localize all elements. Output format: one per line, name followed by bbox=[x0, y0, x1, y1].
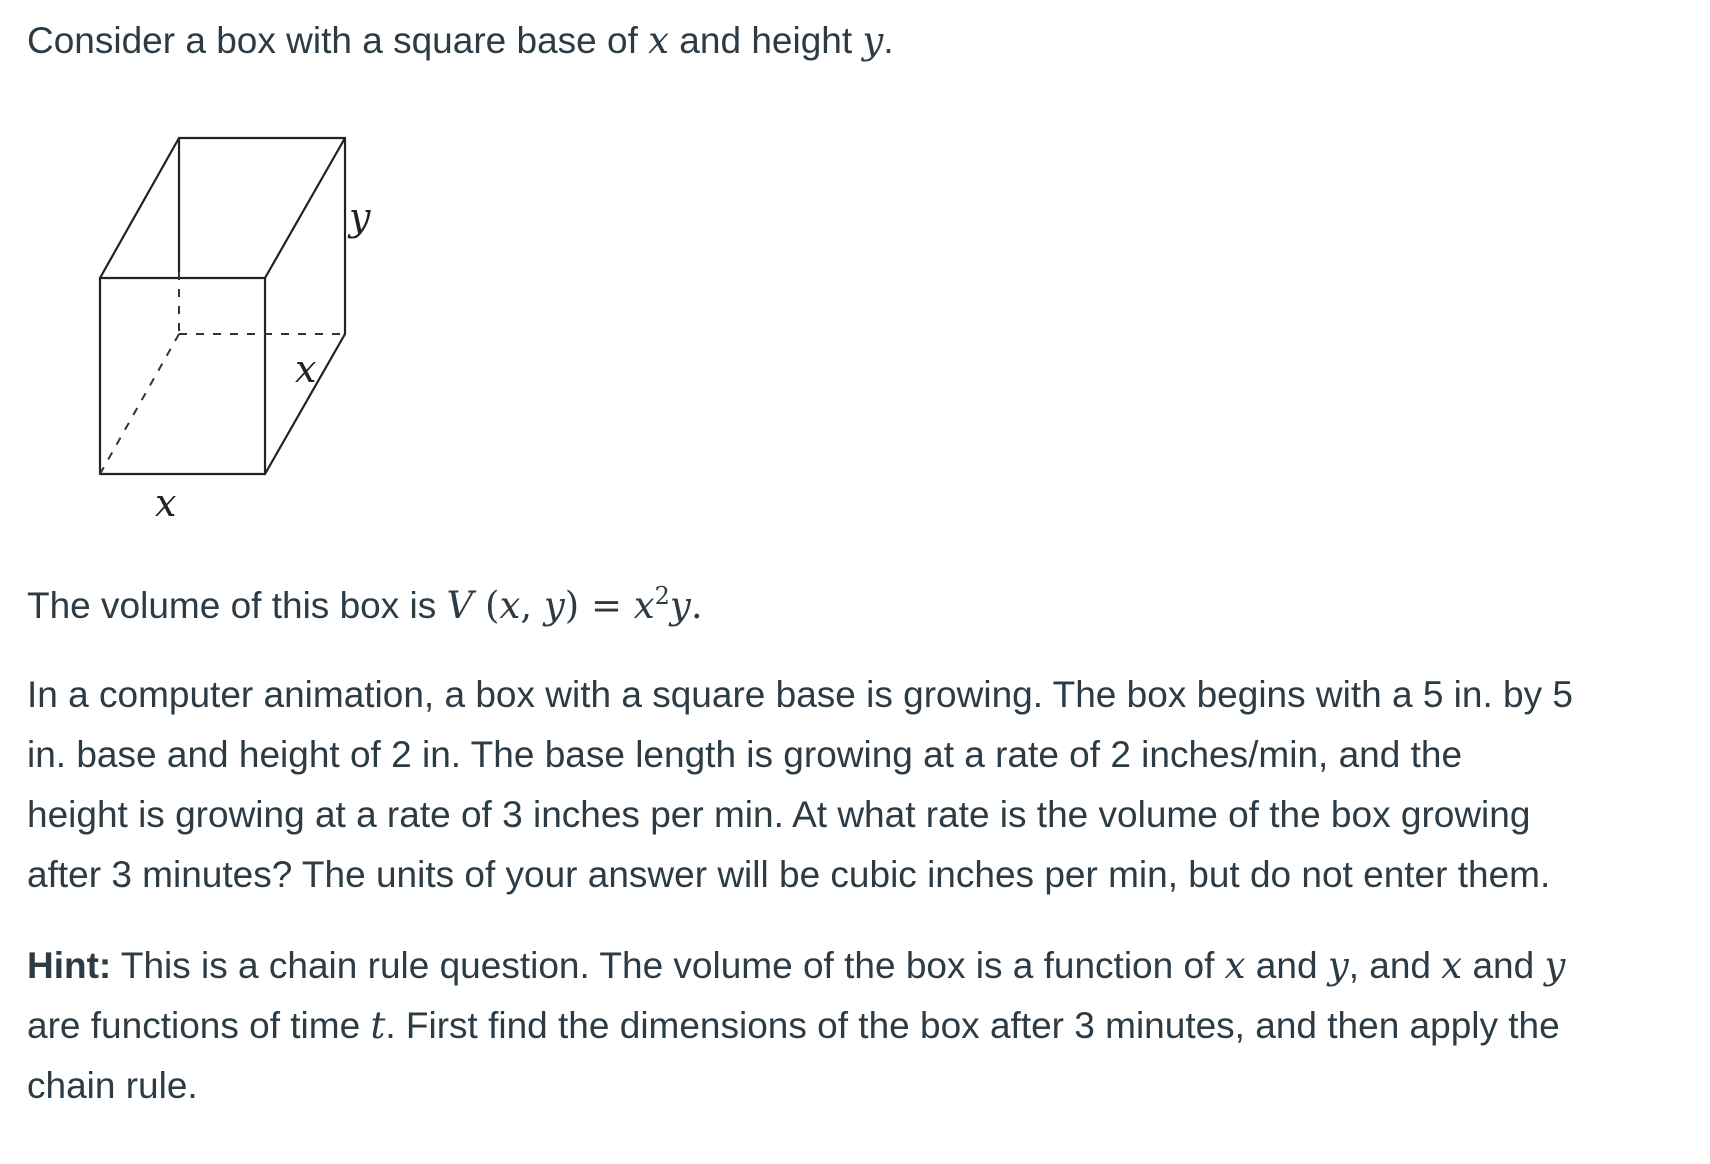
hint-text: This is a chain rule question. The volume of the box is a function of bbox=[111, 945, 1225, 986]
depth-label: x bbox=[295, 347, 317, 391]
math-paren: ) bbox=[564, 584, 580, 627]
math-y: y bbox=[669, 584, 691, 627]
var-t: t bbox=[370, 1004, 386, 1047]
problem-line: In a computer animation, a box with a square base is growing. The box begins with a 5 in. by 5 bbox=[27, 674, 1573, 715]
problem-line: height is growing at a rate of 3 inches per min. At what rate is the volume of the box growing bbox=[27, 794, 1531, 835]
var-x: x bbox=[648, 19, 670, 62]
math-y: y bbox=[543, 584, 565, 627]
hint-text: and bbox=[1245, 945, 1328, 986]
box-diagram bbox=[67, 120, 407, 540]
box-top-face bbox=[100, 138, 345, 278]
box-diagram-svg bbox=[67, 120, 407, 540]
var-x: x bbox=[1441, 944, 1463, 987]
var-x: x bbox=[1224, 944, 1246, 987]
intro-text: . bbox=[883, 20, 894, 61]
var-y: y bbox=[1544, 944, 1566, 987]
hidden-left-bottom-edge bbox=[100, 334, 179, 474]
var-y: y bbox=[862, 19, 884, 62]
problem-line: in. base and height of 2 in. The base length is growing at a rate of 2 inches/min, and the bbox=[27, 734, 1463, 775]
hint-text: are functions of time bbox=[27, 1005, 371, 1046]
math-paren: ( bbox=[473, 584, 500, 627]
math-comma: , bbox=[520, 584, 544, 627]
height-label: y bbox=[349, 195, 371, 239]
hint-text: . First find the dimensions of the box after 3 minutes, and then apply the bbox=[385, 1005, 1560, 1046]
math-period: . bbox=[690, 584, 703, 627]
box-front-face bbox=[100, 278, 265, 474]
intro-sentence bbox=[27, 10, 894, 71]
hint-line bbox=[27, 936, 1707, 996]
math-x: x bbox=[499, 584, 521, 627]
volume-sentence bbox=[27, 575, 703, 636]
hint-paragraph bbox=[27, 936, 1707, 1116]
hint-line: chain rule. bbox=[27, 1065, 198, 1106]
math-V: V bbox=[446, 584, 474, 627]
math-x: x bbox=[633, 584, 655, 627]
hint-text: and bbox=[1462, 945, 1545, 986]
problem-line: after 3 minutes? The units of your answer will be cubic inches per min, but do not enter them. bbox=[27, 854, 1551, 895]
math-exponent: 2 bbox=[654, 582, 670, 610]
volume-text: The volume of this box is bbox=[27, 585, 447, 626]
hint-label: Hint: bbox=[27, 945, 112, 986]
intro-text: and height bbox=[669, 20, 863, 61]
intro-text: Consider a box with a square base of bbox=[27, 20, 649, 61]
hint-text: , and bbox=[1348, 945, 1442, 986]
width-label: x bbox=[155, 481, 177, 525]
problem-statement bbox=[27, 665, 1707, 905]
math-equals: = bbox=[579, 584, 634, 627]
var-y: y bbox=[1327, 944, 1349, 987]
hint-line bbox=[27, 996, 1707, 1056]
